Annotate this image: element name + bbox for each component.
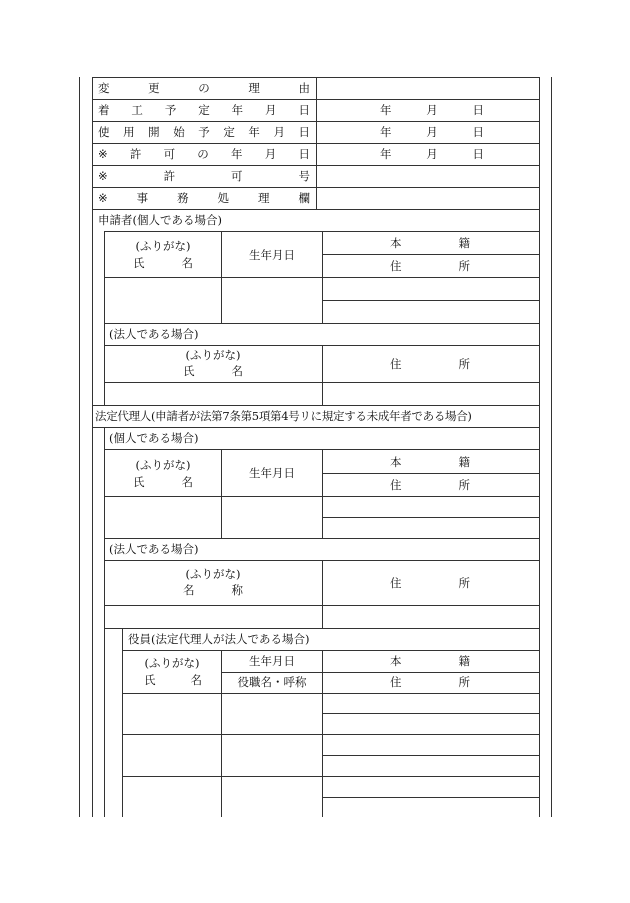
- legal-rep-indiv-heading: (個人である場合): [109, 431, 199, 445]
- date-permit[interactable]: 年 月 日: [380, 147, 484, 161]
- legal-rep-inner-border: [104, 427, 105, 817]
- legal-rep-furigana-label: (ふりがな): [135, 458, 191, 472]
- officers-line: [221, 672, 540, 673]
- officers-name-label: 氏 名: [144, 673, 202, 687]
- label-use-start: 使 用 開 始 予 定 年 月 日: [98, 125, 310, 139]
- legal-rep-honseki-label: 本 籍: [390, 455, 470, 469]
- legal-rep-corp-name-label: 名 称: [183, 583, 243, 597]
- applicant-line: [322, 254, 540, 255]
- officers-divider: [322, 650, 323, 817]
- legal-rep-divider: [322, 449, 323, 538]
- applicant-dob-label: 生年月日: [249, 248, 295, 262]
- officers-heading: 役員(法定代理人が法人である場合): [128, 632, 310, 646]
- officers-divider: [221, 650, 222, 817]
- label-construction-start: 着 工 予 定 年 月 日: [98, 103, 310, 117]
- officers-inner-border: [122, 628, 123, 817]
- label-permit-number: ※ 許 可 号: [98, 169, 310, 183]
- officers-line: [322, 755, 540, 756]
- inner-right-border: [539, 77, 540, 817]
- label-change-reason: 変 更 の 理 由: [98, 81, 310, 95]
- applicant-address-label: 住 所: [390, 259, 470, 273]
- applicant-corp-divider: [322, 345, 323, 405]
- applicant-honseki-label: 本 籍: [390, 236, 470, 250]
- applicant-line: [322, 300, 540, 301]
- officers-line: [122, 776, 540, 777]
- applicant-inner-border: [104, 231, 105, 405]
- officers-furigana-label: (ふりがな): [144, 656, 200, 670]
- applicant-corp-line: [92, 405, 540, 406]
- legal-rep-corp-furigana-label: (ふりがな): [185, 567, 241, 581]
- applicant-divider: [322, 231, 323, 323]
- applicant-corp-address-label: 住 所: [390, 357, 470, 371]
- date-construction-start[interactable]: 年 月 日: [380, 103, 484, 117]
- legal-rep-line: [104, 538, 540, 539]
- officers-line: [322, 713, 540, 714]
- applicant-heading: 申請者(個人である場合): [98, 213, 222, 227]
- outer-right-border: [551, 77, 552, 817]
- legal-rep-line: [322, 473, 540, 474]
- officers-line: [122, 693, 540, 694]
- legal-rep-divider: [221, 449, 222, 538]
- officers-honseki-label: 本 籍: [390, 654, 470, 668]
- applicant-divider: [221, 231, 222, 323]
- outer-left-border: [79, 77, 80, 817]
- legal-rep-corp-heading: (法人である場合): [109, 542, 199, 556]
- applicant-corp-heading: (法人である場合): [109, 327, 199, 341]
- applicant-corp-name-label: 氏 名: [183, 364, 243, 378]
- legal-rep-dob-label: 生年月日: [249, 466, 295, 480]
- officers-line: [322, 797, 540, 798]
- applicant-corp-furigana-label: (ふりがな): [185, 348, 241, 362]
- date-use-start[interactable]: 年 月 日: [380, 125, 484, 139]
- legal-rep-address-label: 住 所: [390, 478, 470, 492]
- legal-rep-line: [322, 517, 540, 518]
- label-office-use: ※ 事 務 処 理 欄: [98, 191, 310, 205]
- officers-line: [122, 734, 540, 735]
- officers-address-label: 住 所: [390, 675, 470, 689]
- legal-rep-corp-line: [104, 628, 540, 629]
- legal-rep-name-label: 氏 名: [133, 475, 193, 489]
- top-table-divider: [316, 77, 317, 209]
- applicant-line: [104, 323, 540, 324]
- legal-rep-corp-divider: [322, 560, 323, 628]
- legal-rep-line: [92, 427, 540, 428]
- legal-rep-heading: 法定代理人(申請者が法第7条第5項第4号リに規定する未成年者である場合): [95, 409, 472, 423]
- inner-left-border: [92, 77, 93, 817]
- officers-dob-label: 生年月日: [249, 654, 295, 668]
- officers-line: [122, 650, 540, 651]
- applicant-name-label: 氏 名: [133, 256, 193, 270]
- applicant-furigana-label: (ふりがな): [135, 239, 191, 253]
- legal-rep-corp-address-label: 住 所: [390, 576, 470, 590]
- officers-title-label: 役職名・呼称: [237, 675, 307, 689]
- label-permit-date: ※ 許 可 の 年 月 日: [98, 147, 310, 161]
- top-table-line: [92, 209, 540, 210]
